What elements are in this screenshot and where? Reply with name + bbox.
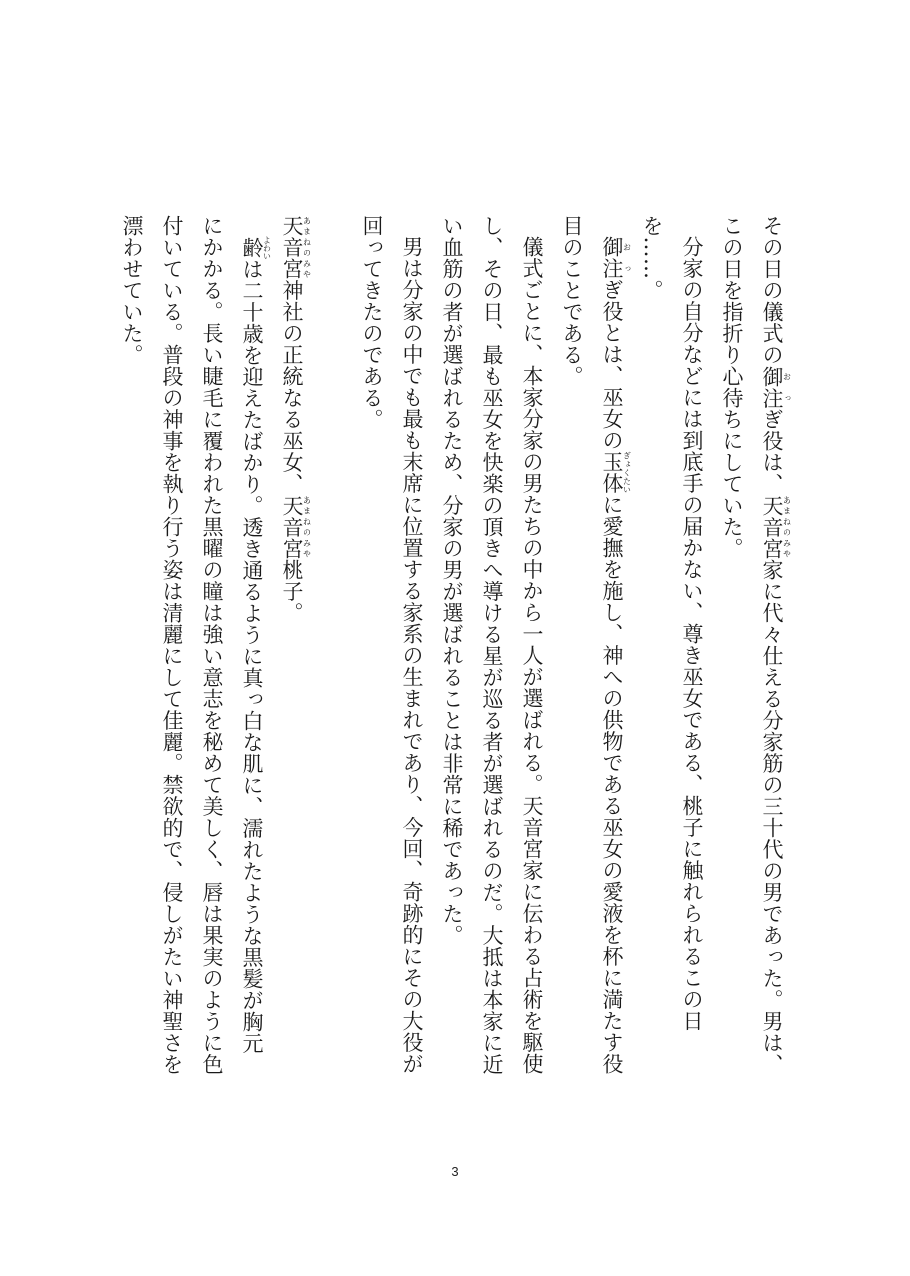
ruby-annotation bbox=[600, 451, 632, 494]
ruby-base: 玉体 bbox=[600, 451, 624, 494]
text-run: 男は分家の中でも最も末席に位置する家系の生まれであり、今回、奇跡的にその大役が回ってきたのである。 bbox=[360, 215, 424, 1075]
ruby-annotation bbox=[760, 494, 792, 560]
ruby-annotation bbox=[240, 236, 272, 260]
text-run: に愛撫を施し、神への供物である巫女の愛液を杯に満たす役目のことである。 bbox=[560, 215, 624, 1075]
ruby-base: 御注 bbox=[760, 365, 784, 409]
text-run: 桃子。 bbox=[280, 559, 304, 624]
text-run: ぎ役とは、巫女の bbox=[600, 279, 624, 451]
ruby-reading: おっ bbox=[622, 236, 632, 279]
paragraph bbox=[352, 215, 432, 1075]
ruby-reading: あまねのみや bbox=[302, 215, 312, 280]
ruby-base: 天音宮 bbox=[760, 494, 784, 559]
ruby-annotation bbox=[600, 236, 632, 279]
ruby-base: 齢 bbox=[240, 236, 264, 260]
ruby-reading: あまねのみや bbox=[302, 494, 312, 559]
ruby-base: 天音宮 bbox=[280, 215, 304, 280]
paragraph bbox=[552, 215, 632, 1075]
ruby-base: 御注 bbox=[600, 236, 624, 279]
ruby-annotation bbox=[280, 494, 312, 560]
paragraph bbox=[272, 215, 312, 1075]
ruby-annotation bbox=[280, 215, 312, 280]
page-number: 3 bbox=[451, 1164, 459, 1179]
ruby-reading: よわい bbox=[262, 236, 272, 260]
ruby-annotation bbox=[760, 365, 792, 409]
paragraph bbox=[712, 215, 792, 1075]
text-run: ぎ役は、 bbox=[760, 408, 784, 495]
ruby-reading: おっ bbox=[782, 365, 792, 409]
blank-line bbox=[312, 215, 352, 1075]
paragraph bbox=[112, 215, 272, 1075]
text-run: その日の儀式の bbox=[760, 215, 784, 366]
text-run: は二十歳を迎えたばかり。透き通るように真っ白な肌に、濡れたような黒髪が胸元にかかる。長い睫毛に覆われた黒曜の瞳は強い意志を秘めて美しく、唇は果実のように色付いている。普段の神事を執り行う姿は清麗にして佳麗。禁欲的で、侵しがたい神聖さを漂わせていた。 bbox=[120, 215, 264, 1075]
text-run: 分家の自分などには到底手の届かない、尊き巫女である、桃子に触れられるこの日を……。 bbox=[640, 215, 704, 1032]
ruby-reading: あまねのみや bbox=[782, 494, 792, 559]
ruby-reading: ぎょくたい bbox=[622, 451, 632, 494]
text-run: 家に代々仕える分家筋の三十代の男であった。男は、この日を指折り心待ちにしていた。 bbox=[720, 215, 784, 1075]
text-run: 神社の正統なる巫女、 bbox=[280, 279, 304, 495]
paragraph bbox=[432, 215, 552, 1075]
paragraph bbox=[632, 215, 712, 1075]
novel-text-body bbox=[112, 215, 792, 1075]
text-run: 儀式ごとに、本家分家の男たちの中から一人が選ばれる。天音宮家に伝わる占術を駆使し、その日、最も巫女を快楽の頂きへ導ける星が巡る者が選ばれるのだ。大抵は本家に近い血筋の者が選ばれるため、分家の男が選ばれることは非常に稀であった。 bbox=[440, 215, 544, 1075]
ruby-base: 天音宮 bbox=[280, 494, 304, 559]
